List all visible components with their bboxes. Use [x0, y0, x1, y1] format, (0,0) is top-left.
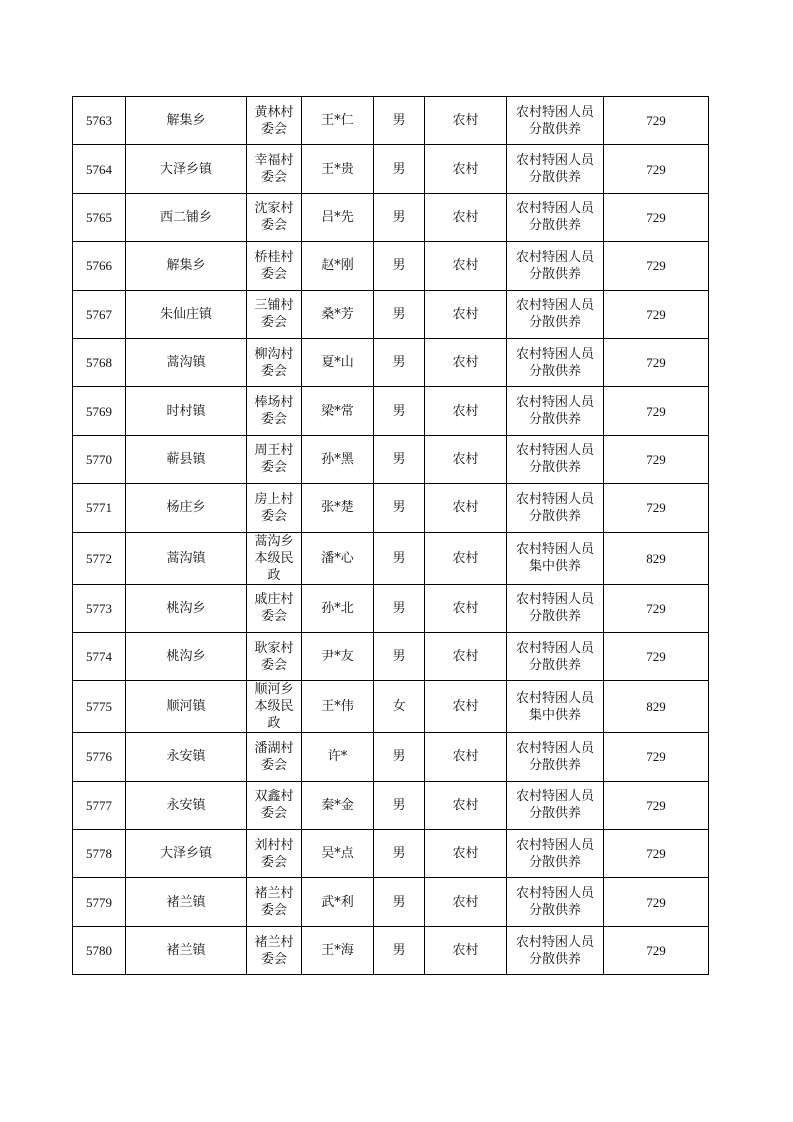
amount-cell: 729: [604, 781, 709, 829]
area-cell: 农村: [425, 97, 507, 145]
relief-recipients-table: [72, 96, 709, 975]
area-cell: 农村: [425, 632, 507, 680]
record-id-cell: 5772: [73, 532, 126, 584]
committee-cell: 幸福村委会: [247, 145, 302, 193]
committee-cell: 耿家村委会: [247, 632, 302, 680]
area-cell: 农村: [425, 830, 507, 878]
gender-cell: 男: [374, 926, 425, 974]
table-row: [73, 926, 709, 974]
record-id-cell: 5763: [73, 97, 126, 145]
area-cell: 农村: [425, 338, 507, 386]
gender-cell: 男: [374, 338, 425, 386]
committee-cell: 褚兰村委会: [247, 878, 302, 926]
gender-cell: 男: [374, 484, 425, 532]
record-id-cell: 5776: [73, 733, 126, 781]
name-cell: 王*伟: [302, 681, 374, 733]
amount-cell: 729: [604, 193, 709, 241]
table-row: [73, 584, 709, 632]
amount-cell: 829: [604, 532, 709, 584]
area-cell: 农村: [425, 387, 507, 435]
table-row: [73, 632, 709, 680]
amount-cell: 729: [604, 97, 709, 145]
town-cell: 顺河镇: [126, 681, 247, 733]
committee-cell: 周王村委会: [247, 435, 302, 483]
category-cell: 农村特困人员分散供养: [507, 484, 604, 532]
gender-cell: 男: [374, 435, 425, 483]
name-cell: 孙*黑: [302, 435, 374, 483]
table-row: [73, 193, 709, 241]
table-row: [73, 484, 709, 532]
category-cell: 农村特困人员分散供养: [507, 830, 604, 878]
committee-cell: 蒿沟乡本级民政: [247, 532, 302, 584]
town-cell: 桃沟乡: [126, 584, 247, 632]
name-cell: 孙*北: [302, 584, 374, 632]
committee-cell: 棒场村委会: [247, 387, 302, 435]
name-cell: 王*海: [302, 926, 374, 974]
gender-cell: 男: [374, 781, 425, 829]
gender-cell: 男: [374, 532, 425, 584]
category-cell: 农村特困人员分散供养: [507, 733, 604, 781]
amount-cell: 729: [604, 290, 709, 338]
record-id-cell: 5775: [73, 681, 126, 733]
record-id-cell: 5773: [73, 584, 126, 632]
committee-cell: 戚庄村委会: [247, 584, 302, 632]
committee-cell: 沈家村委会: [247, 193, 302, 241]
category-cell: 农村特困人员分散供养: [507, 435, 604, 483]
area-cell: 农村: [425, 878, 507, 926]
name-cell: 潘*心: [302, 532, 374, 584]
amount-cell: 729: [604, 242, 709, 290]
record-id-cell: 5765: [73, 193, 126, 241]
table-row: [73, 681, 709, 733]
gender-cell: 男: [374, 145, 425, 193]
town-cell: 西二铺乡: [126, 193, 247, 241]
amount-cell: 729: [604, 733, 709, 781]
category-cell: 农村特困人员分散供养: [507, 387, 604, 435]
name-cell: 许*: [302, 733, 374, 781]
area-cell: 农村: [425, 926, 507, 974]
area-cell: 农村: [425, 145, 507, 193]
area-cell: 农村: [425, 193, 507, 241]
amount-cell: 729: [604, 338, 709, 386]
table-row: [73, 532, 709, 584]
record-id-cell: 5780: [73, 926, 126, 974]
town-cell: 褚兰镇: [126, 878, 247, 926]
amount-cell: 729: [604, 878, 709, 926]
record-id-cell: 5778: [73, 830, 126, 878]
town-cell: 蕲县镇: [126, 435, 247, 483]
area-cell: 农村: [425, 435, 507, 483]
committee-cell: 刘村村委会: [247, 830, 302, 878]
amount-cell: 729: [604, 632, 709, 680]
category-cell: 农村特困人员分散供养: [507, 242, 604, 290]
amount-cell: 729: [604, 830, 709, 878]
name-cell: 王*仁: [302, 97, 374, 145]
committee-cell: 顺河乡本级民政: [247, 681, 302, 733]
town-cell: 解集乡: [126, 242, 247, 290]
town-cell: 时村镇: [126, 387, 247, 435]
area-cell: 农村: [425, 781, 507, 829]
committee-cell: 房上村委会: [247, 484, 302, 532]
category-cell: 农村特困人员集中供养: [507, 681, 604, 733]
gender-cell: 男: [374, 584, 425, 632]
area-cell: 农村: [425, 584, 507, 632]
category-cell: 农村特困人员分散供养: [507, 632, 604, 680]
town-cell: 蒿沟镇: [126, 532, 247, 584]
name-cell: 赵*刚: [302, 242, 374, 290]
amount-cell: 729: [604, 387, 709, 435]
gender-cell: 男: [374, 97, 425, 145]
table-row: [73, 97, 709, 145]
town-cell: 杨庄乡: [126, 484, 247, 532]
area-cell: 农村: [425, 681, 507, 733]
area-cell: 农村: [425, 532, 507, 584]
area-cell: 农村: [425, 733, 507, 781]
gender-cell: 男: [374, 193, 425, 241]
category-cell: 农村特困人员分散供养: [507, 338, 604, 386]
town-cell: 永安镇: [126, 781, 247, 829]
record-id-cell: 5779: [73, 878, 126, 926]
category-cell: 农村特困人员分散供养: [507, 878, 604, 926]
committee-cell: 黄林村委会: [247, 97, 302, 145]
name-cell: 梁*常: [302, 387, 374, 435]
gender-cell: 男: [374, 290, 425, 338]
committee-cell: 桥桂村委会: [247, 242, 302, 290]
amount-cell: 729: [604, 584, 709, 632]
category-cell: 农村特困人员分散供养: [507, 290, 604, 338]
table-row: [73, 830, 709, 878]
record-id-cell: 5777: [73, 781, 126, 829]
town-cell: 解集乡: [126, 97, 247, 145]
gender-cell: 男: [374, 733, 425, 781]
name-cell: 桑*芳: [302, 290, 374, 338]
table-row: [73, 290, 709, 338]
town-cell: 蒿沟镇: [126, 338, 247, 386]
amount-cell: 729: [604, 484, 709, 532]
category-cell: 农村特困人员分散供养: [507, 781, 604, 829]
name-cell: 张*楚: [302, 484, 374, 532]
area-cell: 农村: [425, 290, 507, 338]
amount-cell: 729: [604, 435, 709, 483]
gender-cell: 男: [374, 632, 425, 680]
record-id-cell: 5766: [73, 242, 126, 290]
committee-cell: 潘湖村委会: [247, 733, 302, 781]
category-cell: 农村特困人员分散供养: [507, 145, 604, 193]
category-cell: 农村特困人员分散供养: [507, 193, 604, 241]
amount-cell: 829: [604, 681, 709, 733]
gender-cell: 女: [374, 681, 425, 733]
town-cell: 朱仙庄镇: [126, 290, 247, 338]
name-cell: 夏*山: [302, 338, 374, 386]
category-cell: 农村特困人员分散供养: [507, 926, 604, 974]
record-id-cell: 5769: [73, 387, 126, 435]
committee-cell: 双鑫村委会: [247, 781, 302, 829]
town-cell: 大泽乡镇: [126, 830, 247, 878]
name-cell: 尹*友: [302, 632, 374, 680]
area-cell: 农村: [425, 484, 507, 532]
gender-cell: 男: [374, 387, 425, 435]
committee-cell: 褚兰村委会: [247, 926, 302, 974]
area-cell: 农村: [425, 242, 507, 290]
record-id-cell: 5764: [73, 145, 126, 193]
name-cell: 吴*点: [302, 830, 374, 878]
record-id-cell: 5767: [73, 290, 126, 338]
table-row: [73, 387, 709, 435]
gender-cell: 男: [374, 242, 425, 290]
table-row: [73, 878, 709, 926]
name-cell: 秦*金: [302, 781, 374, 829]
table-row: [73, 338, 709, 386]
committee-cell: 三铺村委会: [247, 290, 302, 338]
record-id-cell: 5774: [73, 632, 126, 680]
name-cell: 吕*先: [302, 193, 374, 241]
table-row: [73, 145, 709, 193]
table-row: [73, 781, 709, 829]
category-cell: 农村特困人员分散供养: [507, 584, 604, 632]
table-row: [73, 242, 709, 290]
name-cell: 武*利: [302, 878, 374, 926]
amount-cell: 729: [604, 926, 709, 974]
table-body: [73, 97, 709, 975]
table-row: [73, 435, 709, 483]
table-row: [73, 733, 709, 781]
category-cell: 农村特困人员分散供养: [507, 97, 604, 145]
record-id-cell: 5768: [73, 338, 126, 386]
town-cell: 永安镇: [126, 733, 247, 781]
category-cell: 农村特困人员集中供养: [507, 532, 604, 584]
town-cell: 褚兰镇: [126, 926, 247, 974]
gender-cell: 男: [374, 830, 425, 878]
amount-cell: 729: [604, 145, 709, 193]
record-id-cell: 5770: [73, 435, 126, 483]
committee-cell: 柳沟村委会: [247, 338, 302, 386]
name-cell: 王*贵: [302, 145, 374, 193]
gender-cell: 男: [374, 878, 425, 926]
record-id-cell: 5771: [73, 484, 126, 532]
town-cell: 桃沟乡: [126, 632, 247, 680]
town-cell: 大泽乡镇: [126, 145, 247, 193]
